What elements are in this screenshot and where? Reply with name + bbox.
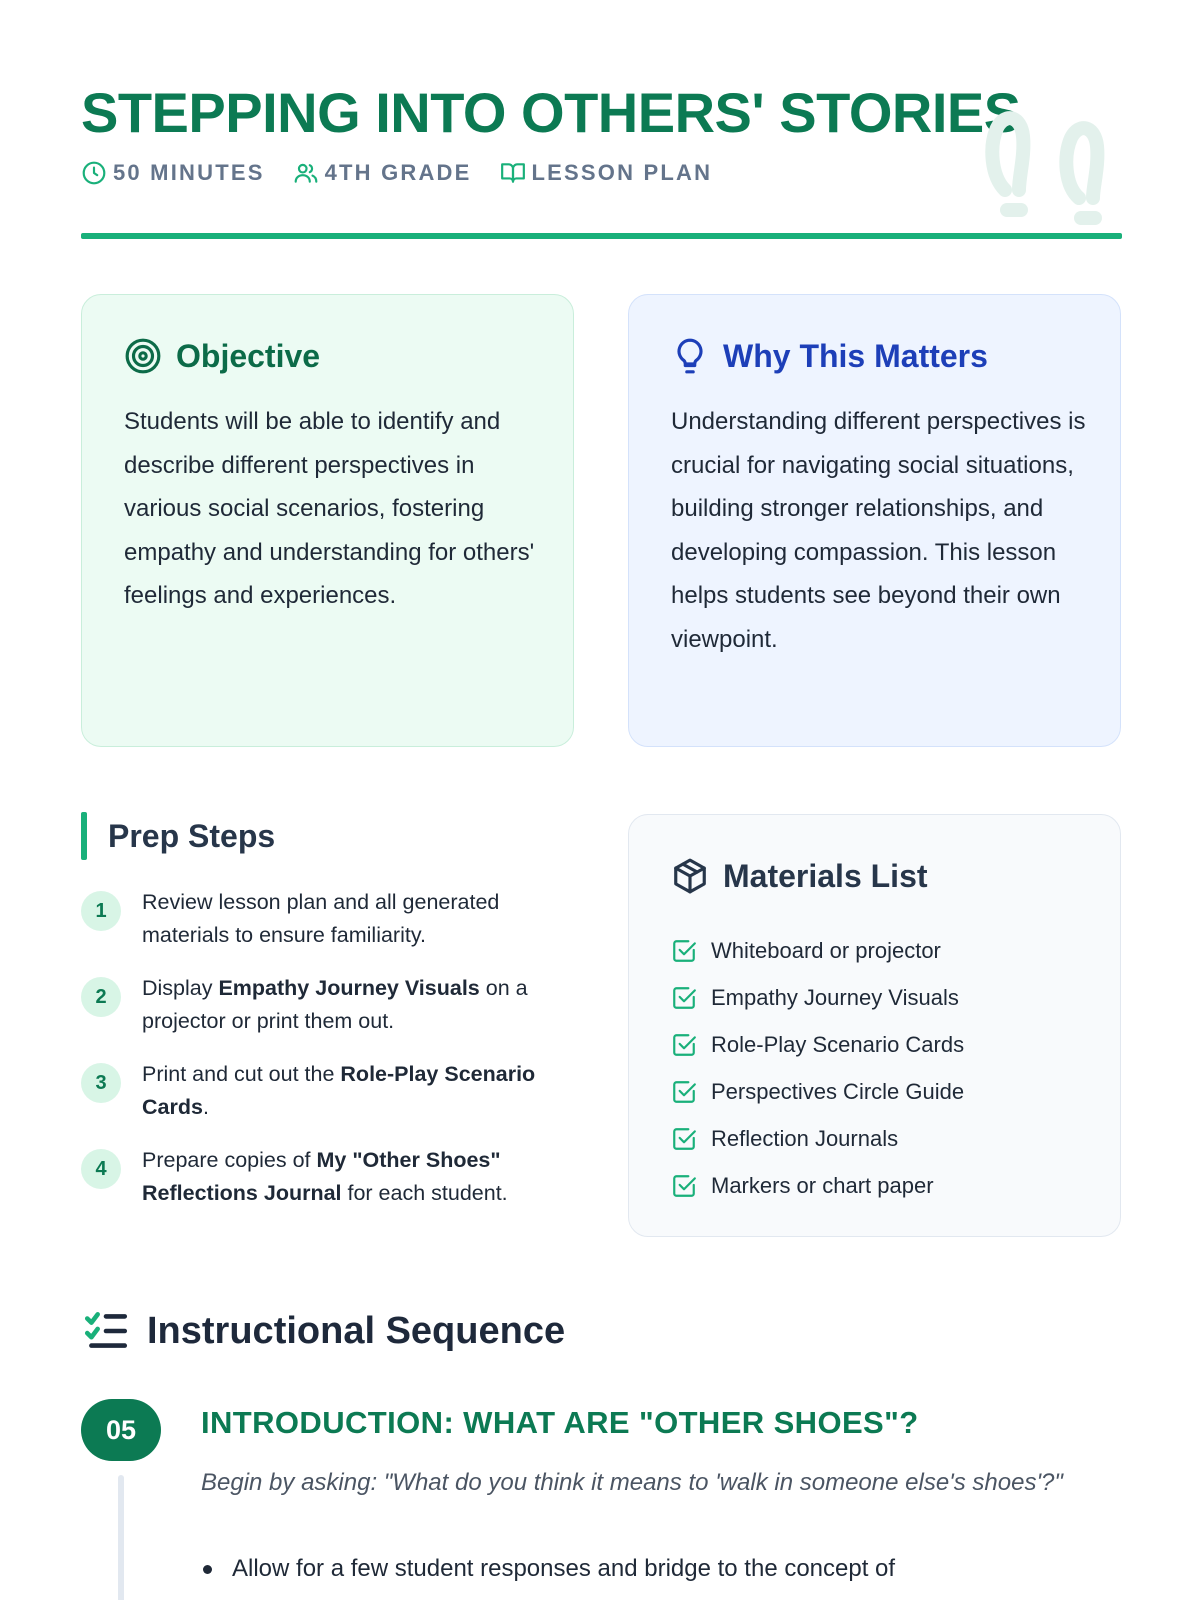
header-divider — [81, 233, 1122, 239]
footprints-icon — [969, 106, 1119, 234]
prep-steps-list — [81, 886, 576, 1230]
lightbulb-icon — [671, 337, 709, 375]
materials-card — [628, 814, 1121, 1237]
objective-text: Students will be able to identify and describe different perspectives in various social scenarios, fostering empathy and understanding for others' feelings and experiences. — [124, 408, 535, 609]
materials-title: Materials List — [723, 857, 928, 894]
prep-step — [81, 886, 576, 952]
users-icon — [293, 160, 319, 186]
materials-header — [671, 857, 928, 895]
why-card — [628, 294, 1121, 747]
lesson-header — [81, 78, 1122, 242]
step-title: INTRODUCTION: WHAT ARE "OTHER SHOES"? — [201, 1405, 919, 1440]
meta-grade — [293, 160, 472, 186]
sequence-header — [81, 1306, 565, 1356]
material-label: Reflection Journals — [711, 1125, 899, 1151]
check-square-icon — [671, 1126, 697, 1152]
material-item — [671, 1068, 964, 1115]
meta-type-label: LESSON PLAN — [531, 160, 713, 185]
material-item — [671, 1115, 964, 1162]
why-header — [671, 337, 988, 375]
step-number: 3 — [81, 1063, 121, 1103]
meta-grade-label: 4TH GRADE — [324, 160, 472, 185]
check-square-icon — [671, 1032, 697, 1058]
check-square-icon — [671, 985, 697, 1011]
objective-card — [81, 294, 574, 747]
prep-steps-header — [81, 812, 576, 860]
objective-title: Objective — [176, 337, 321, 374]
target-icon — [124, 337, 162, 375]
step-number: 1 — [81, 891, 121, 931]
lesson-meta — [81, 160, 712, 186]
prep-step-text: Print and cut out the Role-Play Scenario Cards. — [142, 1062, 536, 1119]
meta-duration — [81, 160, 265, 186]
prep-step-text: Display Empathy Journey Visuals on a projector or print them out. — [142, 976, 528, 1033]
material-label: Role-Play Scenario Cards — [711, 1031, 965, 1057]
step-bullet — [203, 1549, 895, 1589]
sequence-title: Instructional Sequence — [147, 1309, 566, 1352]
meta-type — [500, 160, 713, 186]
prep-step-text: Review lesson plan and all generated materials to ensure familiarity. — [142, 890, 500, 947]
check-square-icon — [671, 1173, 697, 1199]
step-number: 4 — [81, 1149, 121, 1189]
step-number: 2 — [81, 977, 121, 1017]
objective-header — [124, 337, 320, 375]
prep-step-text: Prepare copies of My "Other Shoes" Reflections Journal for each student. — [142, 1148, 508, 1205]
material-item — [671, 974, 964, 1021]
material-label: Whiteboard or projector — [711, 937, 941, 963]
check-square-icon — [671, 1079, 697, 1105]
why-text: Understanding different perspectives is crucial for navigating social situations, building stronger relationships, and developing compassion. This lesson helps students see beyond their own viewpoint. — [671, 408, 1086, 653]
material-label: Markers or chart paper — [711, 1172, 934, 1198]
material-item — [671, 927, 964, 974]
box-icon — [671, 857, 709, 895]
prep-steps-section — [81, 812, 576, 1232]
prep-step — [81, 1144, 576, 1210]
sequence-step — [81, 1399, 1122, 1600]
timeline-line — [118, 1475, 124, 1600]
book-open-icon — [500, 160, 526, 186]
material-item — [671, 1162, 964, 1209]
material-label: Empathy Journey Visuals — [711, 984, 959, 1010]
material-item — [671, 1021, 964, 1068]
clock-icon — [81, 160, 107, 186]
check-square-icon — [671, 938, 697, 964]
material-label: Perspectives Circle Guide — [711, 1078, 965, 1104]
list-checks-icon — [81, 1306, 131, 1356]
prep-accent-bar — [81, 812, 87, 860]
prep-steps-title: Prep Steps — [108, 817, 276, 854]
why-title: Why This Matters — [723, 337, 988, 374]
prep-step — [81, 1058, 576, 1124]
prep-step — [81, 972, 576, 1038]
step-intro: Begin by asking: "What do you think it means to 'walk in someone else's shoes'?" — [201, 1469, 1063, 1496]
step-bullet-text: Allow for a few student responses and bridge to the concept of — [232, 1555, 896, 1582]
page-title: STEPPING INTO OTHERS' STORIES — [81, 81, 1021, 144]
step-badge: 05 — [81, 1399, 161, 1461]
materials-list — [671, 927, 964, 1209]
bullet-dot — [203, 1565, 212, 1574]
meta-duration-label: 50 MINUTES — [113, 160, 265, 185]
